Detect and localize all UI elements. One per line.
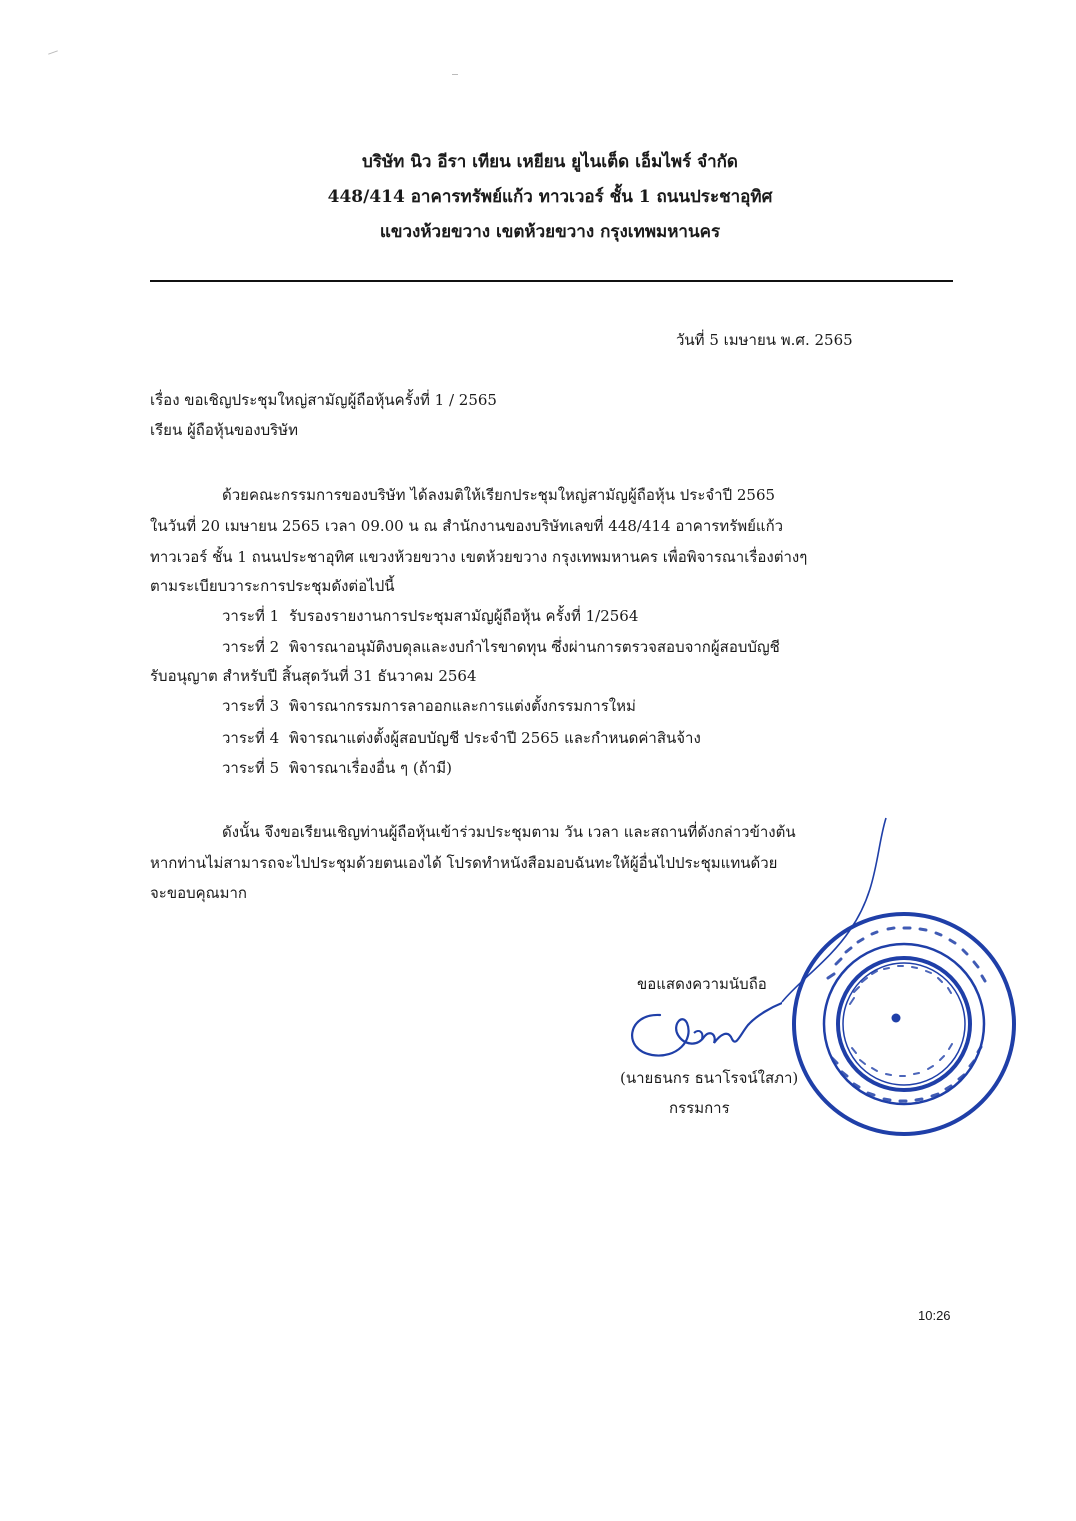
letter-date: วันที่ 5 เมษายน พ.ศ. 2565 (676, 331, 853, 349)
agenda-text: พิจารณากรรมการลาออกและการแต่งตั้งกรรมการใหม่ (289, 697, 636, 715)
footer-time: 10:26 (918, 1308, 951, 1323)
signer-title: กรรมการ (669, 1099, 730, 1117)
agenda-continuation: รับอนุญาต สำหรับปี สิ้นสุดวันที่ 31 ธันวาคม 2564 (150, 667, 477, 685)
letter-recipient: เรียน ผู้ถือหุ้นของบริษัท (150, 421, 298, 439)
agenda-number: วาระที่ 4 (222, 729, 280, 747)
body-line: ตามระเบียบวาระการประชุมดังต่อไปนี้ (150, 577, 395, 595)
closing-line: หากท่านไม่สามารถจะไปประชุมด้วยตนเองได้ โปรดทำหนังสือมอบฉันทะให้ผู้อื่นไปประชุมแทนด้วย (150, 854, 778, 872)
agenda-number: วาระที่ 1 (222, 607, 280, 625)
signoff: ขอแสดงความนับถือ (637, 975, 767, 993)
body-line: ในวันที่ 20 เมษายน 2565 เวลา 09.00 น ณ สำนักงานของบริษัทเลขที่ 448/414 อาคารทรัพย์แก้ว (150, 517, 784, 535)
header-divider (150, 280, 953, 282)
company-name: บริษัท นิว อีรา เทียน เหยียน ยูไนเต็ด เอ็มไพร์ จำกัด (362, 152, 738, 172)
agenda-number: วาระที่ 2 (222, 638, 280, 656)
signer-name: (นายธนกร ธนาโรจน์ใสภา) (620, 1069, 799, 1087)
agenda-number: วาระที่ 3 (222, 697, 280, 715)
letter-subject: เรื่อง ขอเชิญประชุมใหญ่สามัญผู้ถือหุ้นครั้งที่ 1 / 2565 (150, 391, 497, 409)
agenda-text: พิจารณาเรื่องอื่น ๆ (ถ้ามี) (289, 759, 452, 777)
agenda-text: พิจารณาแต่งตั้งผู้สอบบัญชี ประจำปี 2565 และกำหนดค่าสินจ้าง (289, 729, 701, 747)
company-address-line1: 448/414 อาคารทรัพย์แก้ว ทาวเวอร์ ชั้น 1 ถนนประชาอุทิศ (327, 187, 773, 207)
agenda-number: วาระที่ 5 (222, 759, 280, 777)
closing-line: จะขอบคุณมาก (150, 884, 247, 902)
company-address-line2: แขวงห้วยขวาง เขตห้วยขวาง กรุงเทพมหานคร (379, 222, 721, 242)
company-seal (788, 908, 1020, 1140)
agenda-text: พิจารณาอนุมัติงบดุลและงบกำไรขาดทุน ซึ่งผ่านการตรวจสอบจากผู้สอบบัญชี (289, 638, 780, 656)
scan-mark (452, 74, 458, 75)
closing-line: ดังนั้น จึงขอเรียนเชิญท่านผู้ถือหุ้นเข้าร่วมประชุมตาม วัน เวลา และสถานที่ดังกล่าวข้างต้น (222, 823, 796, 841)
body-line: ทาวเวอร์ ชั้น 1 ถนนประชาอุทิศ แขวงห้วยขวาง เขตห้วยขวาง กรุงเทพมหานคร เพื่อพิจารณาเรื่องต่างๆ (150, 548, 808, 566)
body-line: ด้วยคณะกรรมการของบริษัท ได้ลงมติให้เรียกประชุมใหญ่สามัญผู้ถือหุ้น ประจำปี 2565 (222, 486, 776, 504)
scan-mark (48, 50, 58, 54)
agenda-text: รับรองรายงานการประชุมสามัญผู้ถือหุ้น ครั้งที่ 1/2564 (289, 607, 639, 625)
